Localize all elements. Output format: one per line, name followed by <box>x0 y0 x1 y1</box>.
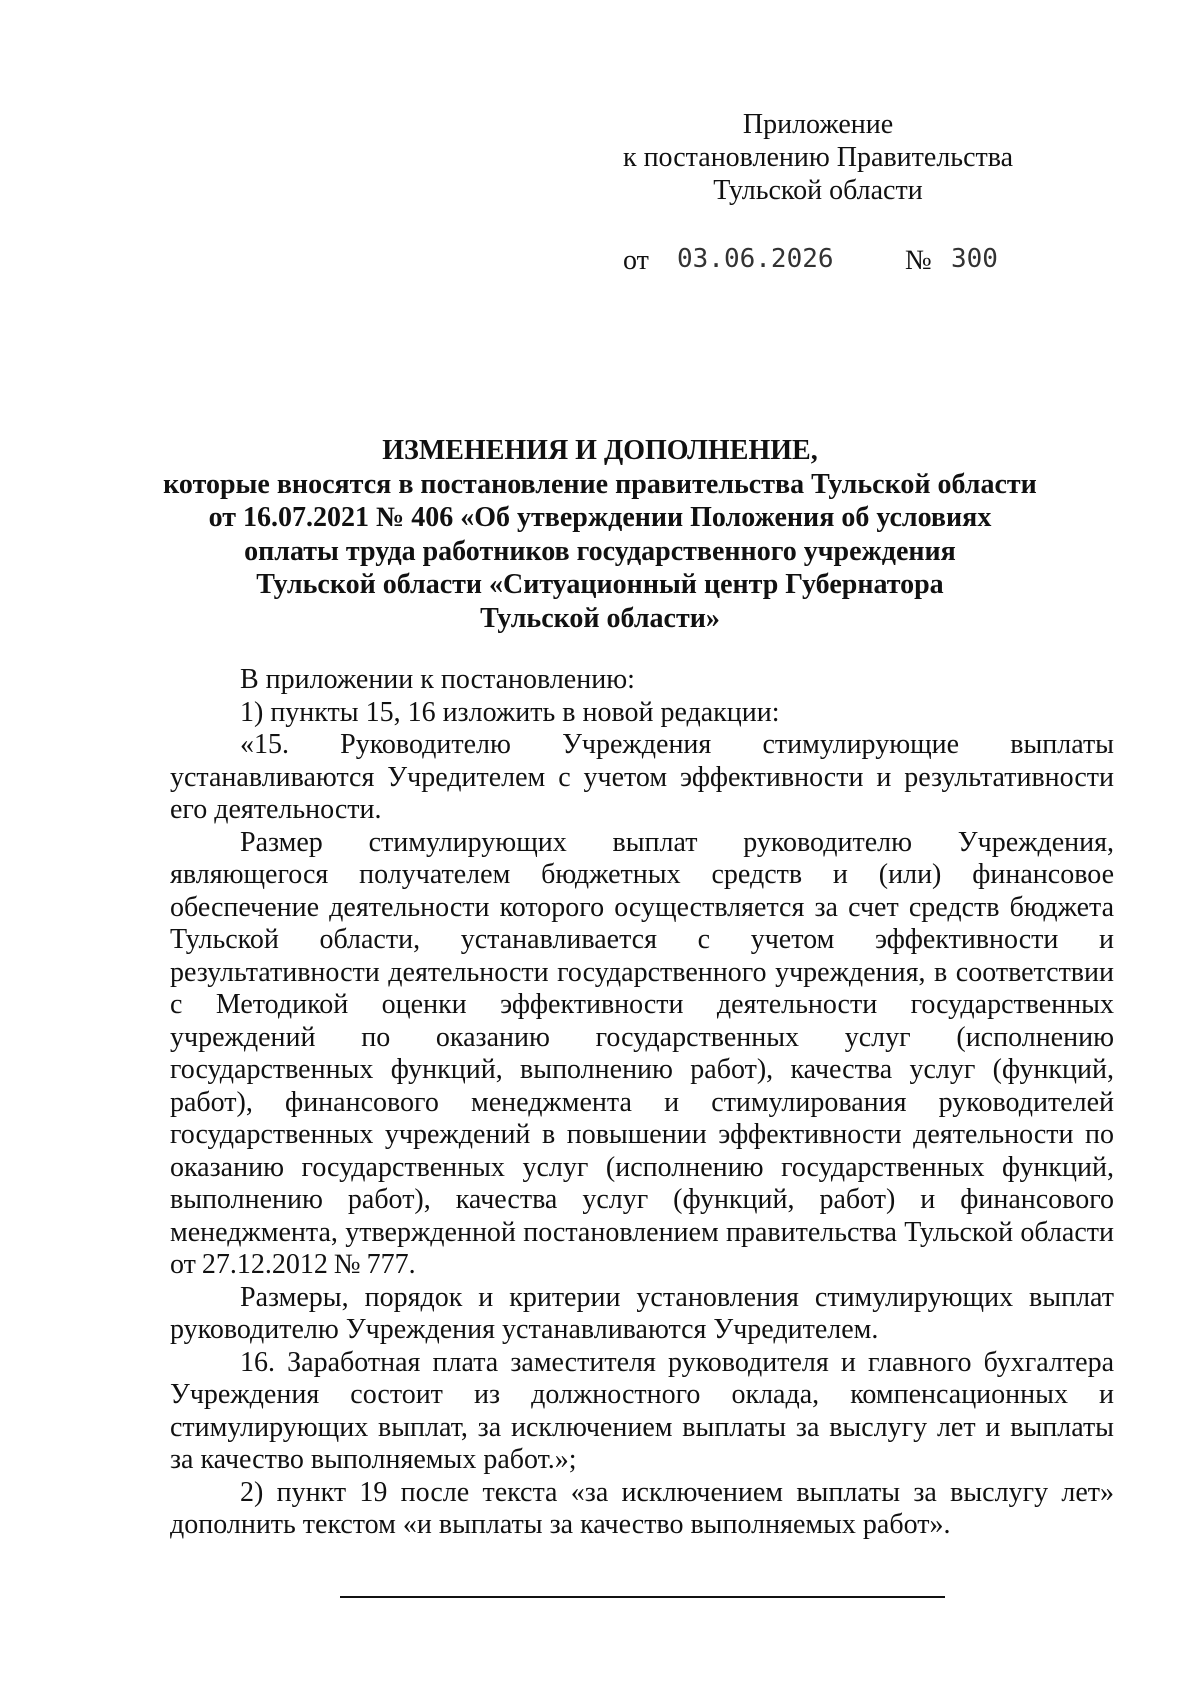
appendix-line-3: Тульской области <box>713 175 923 206</box>
clause-15-criteria-paragraph: Размеры, порядок и критерии установления стимулирующих выплат руководителю Учреждения устанавливаются Учредителем. <box>170 1281 1114 1345</box>
clause-15-size-paragraph: Размер стимулирующих выплат руководителю Учреждения, являющегося получателем бюджетных средств и (или) финансовое обеспечение деятельности которого осуществляется за счет средств бюджета Тульской области, устанавливается с учетом эффективности и результативности деятельности государственного учреждения, в соответствии с Методикой оценки эффективности деятельности государственных учреждений по оказанию государственных услуг (исполнению государственных функций, выполнению работ), качества услуг (функций, работ), финансового менеджмента и стимулирования руководителей государственных учреждений в повышении эффективности деятельности по оказанию государственных услуг (исполнению государственных функций, выполнению работ), качества услуг (функций, работ) и финансового менеджмента, утвержденной постановлением правительства Тульской области от 27.12.2012 № 777. <box>170 826 1114 1280</box>
title-line-6: Тульской области» <box>480 602 720 634</box>
document-title <box>150 434 1050 635</box>
date-label: от <box>623 245 649 276</box>
intro-paragraph: В приложении к постановлению: <box>240 664 635 695</box>
registration-line <box>623 245 1043 277</box>
title-line-1: ИЗМЕНЕНИЯ И ДОПОЛНЕНИЕ, <box>382 435 818 466</box>
item-1-paragraph: 1) пункты 15, 16 изложить в новой редакции: <box>240 696 780 728</box>
appendix-line-2: к постановлению Правительства <box>622 142 1014 173</box>
document-date: 03.06.2026 <box>677 244 834 274</box>
title-line-5: Тульской области «Ситуационный центр Губернатора <box>256 569 944 600</box>
appendix-header <box>608 108 1028 207</box>
closing-rule <box>340 1596 945 1598</box>
document-body <box>170 664 1114 1542</box>
appendix-line-1: Приложение <box>742 109 894 140</box>
number-label: № <box>905 245 932 276</box>
title-line-3: от 16.07.2021 № 406 «Об утверждении Положения об условиях <box>208 502 992 533</box>
title-line-2: которые вносятся в постановление правительства Тульской области <box>163 468 1037 500</box>
clause-16-paragraph: 16. Заработная плата заместителя руководителя и главного бухгалтера Учреждения состоит из должностного оклада, компенсационных и стимулирующих выплат, за исключением выплаты за выслугу лет и выплаты за качество выполняемых работ.»; <box>170 1346 1114 1475</box>
clause-15-paragraph: «15. Руководителю Учреждения стимулирующие выплаты устанавливаются Учредителем с учетом эффективности и результативности его деятельности. <box>170 729 1114 825</box>
item-2-paragraph: 2) пункт 19 после текста «за исключением выплаты за выслугу лет» дополнить текстом «и выплаты за качество выполняемых работ». <box>170 1476 1114 1540</box>
document-number: 300 <box>951 244 998 274</box>
title-line-4: оплаты труда работников государственного учреждения <box>244 535 956 567</box>
